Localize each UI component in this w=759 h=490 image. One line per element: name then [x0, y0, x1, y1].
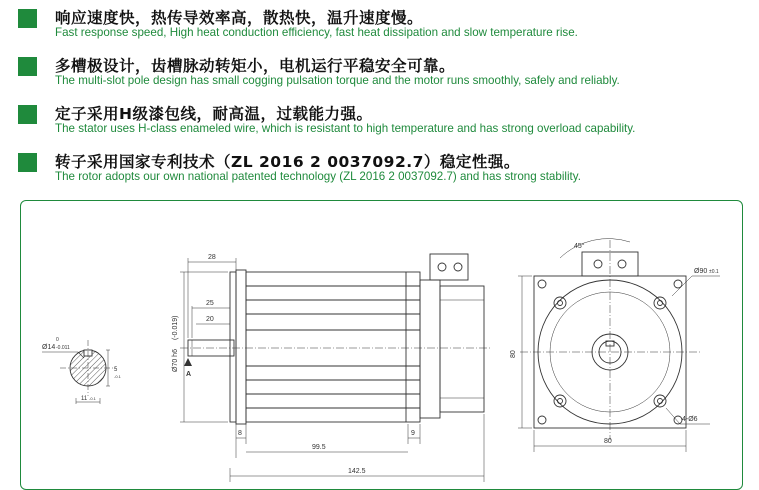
dimension-drawing-frame [20, 200, 743, 490]
key-depth-tolerance: -0.1 [113, 373, 121, 379]
angle-45-label: 45° [573, 242, 585, 250]
key-width-tolerance: -0.1 [88, 395, 96, 401]
feature-title: 响应速度快，热传导效率高，散热快，温升速度慢。 [55, 9, 424, 27]
key-width-label: 11 [80, 395, 87, 402]
feature-description: The multi-slot pole design has small cogging pulsation torque and the motor runs smoothly, safely and reliably. [55, 74, 620, 87]
dim-8-label: 8 [237, 429, 242, 437]
shaft-tolerance-top: 0 [55, 336, 59, 343]
bullet-square-icon [18, 57, 37, 76]
dim-20-label: 20 [205, 315, 214, 323]
dim-28-label: 28 [207, 253, 216, 261]
pcd-tolerance-label: ±0.1 [708, 268, 719, 275]
bullet-square-icon [18, 105, 37, 124]
dim-25-label: 25 [205, 299, 214, 307]
feature-description: The stator uses H-class enameled wire, which is resistant to high temperature and has strong overload capability. [55, 122, 636, 135]
mount-holes-label: 4-Ø6 [681, 415, 698, 423]
shaft-tolerance-bottom: -0.011 [55, 344, 70, 351]
feature-title: 转子采用国家专利技术（ZL 2016 2 0037092.7）稳定性强。 [55, 153, 520, 171]
feature-description: The rotor adopts our own national patented technology (ZL 2016 2 0037092.7) and has strong stability. [55, 170, 581, 183]
pilot-diameter-label: Ø70 h6 [171, 348, 179, 372]
dim-142-5-label: 142.5 [347, 467, 366, 475]
section-a-label: A [185, 370, 191, 378]
bullet-square-icon [18, 153, 37, 172]
feature-title: 定子采用H级漆包线，耐高温，过载能力强。 [55, 105, 373, 123]
feature-title: 多槽极设计，齿槽脉动转矩小，电机运行平稳安全可靠。 [55, 57, 456, 75]
bullet-square-icon [18, 9, 37, 28]
flange-height-label: 80 [509, 349, 517, 358]
shaft-diameter-label: Ø14 [41, 343, 55, 351]
dim-9-label: 9 [410, 429, 415, 437]
motor-side-view [180, 254, 490, 482]
pilot-tolerance-label: (-0.019) [171, 314, 179, 340]
dim-99-5-label: 99.5 [311, 443, 326, 451]
flange-width-label: 80 [603, 437, 612, 445]
motor-dimension-drawing [20, 200, 743, 490]
key-depth-label: 5 [113, 366, 117, 373]
pcd-diameter-label: Ø90 [693, 267, 707, 275]
feature-description: Fast response speed, High heat conduction efficiency, fast heat dissipation and slow temperature rise. [55, 26, 578, 39]
